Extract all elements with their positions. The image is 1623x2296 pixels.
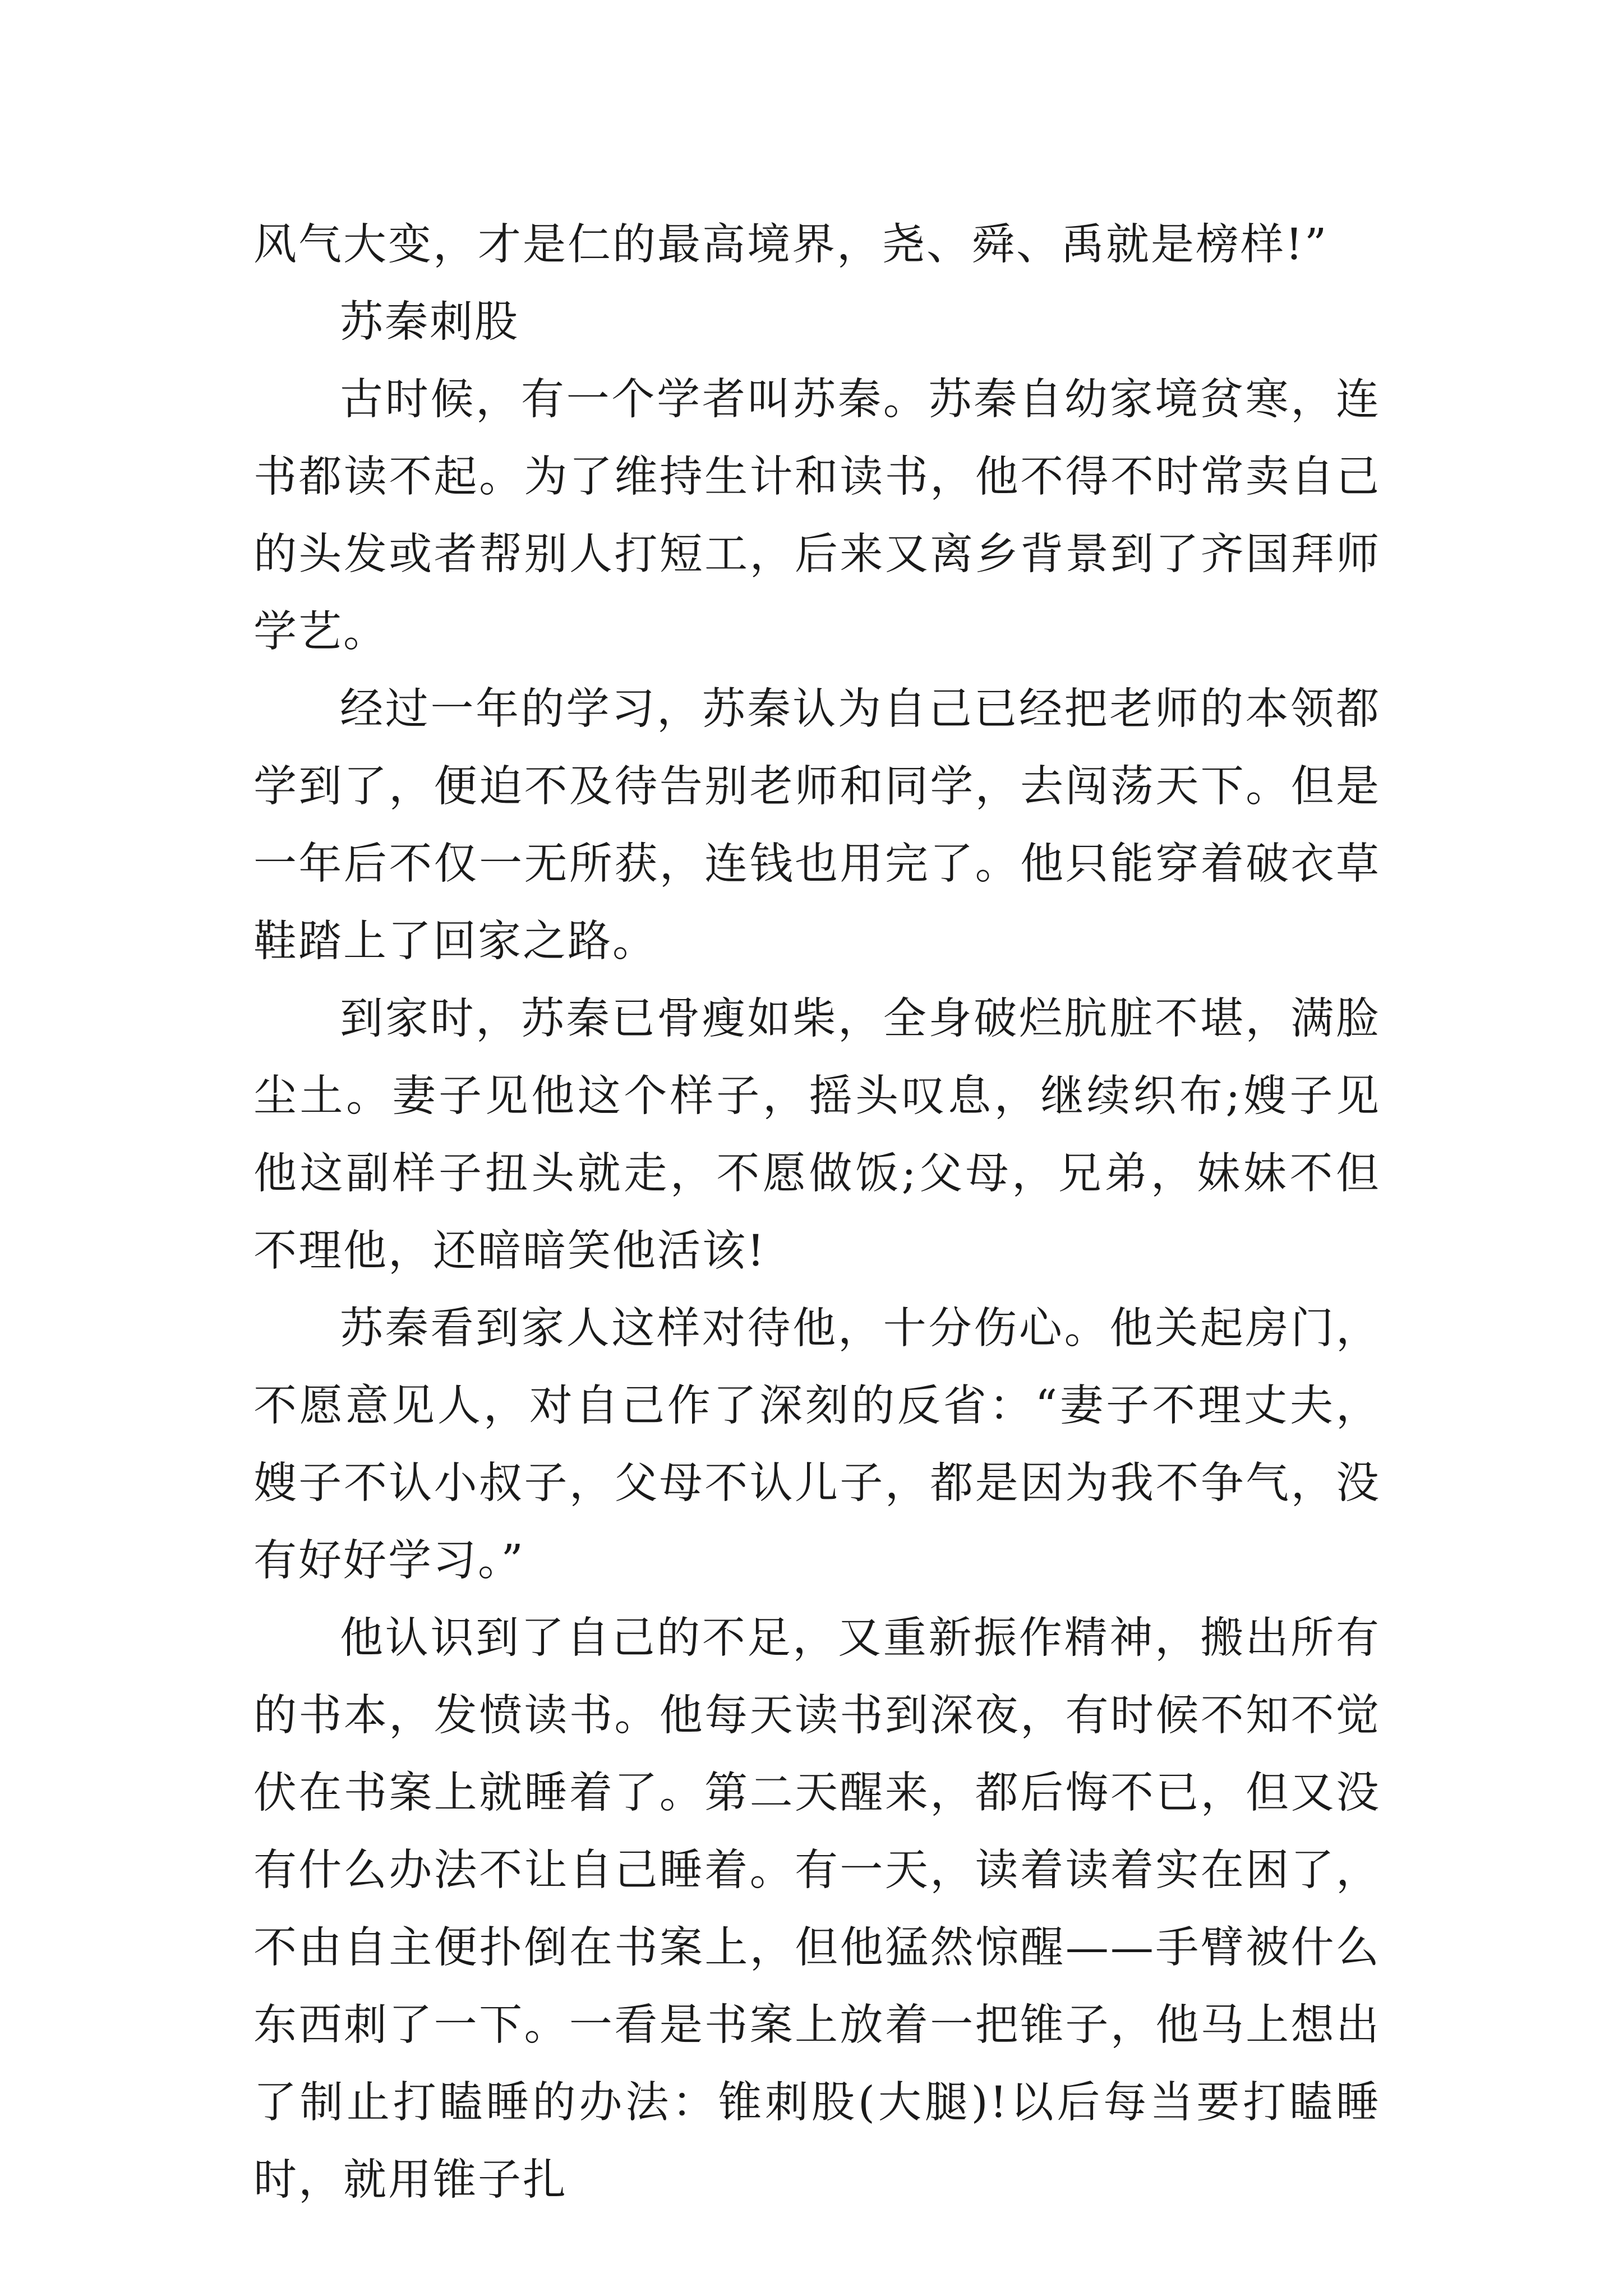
paragraph: 古时候，有一个学者叫苏秦。苏秦自幼家境贫寒，连书都读不起。为了维持生计和读书，他不得不时常卖自己的头发或者帮别人打短工，后来又离乡背景到了齐国拜师学艺。 — [253, 375, 1381, 657]
paragraph-continuation: 风气大变，才是仁的最高境界，尧、舜、禹就是榜样!” — [253, 220, 1329, 270]
document-body — [253, 206, 1381, 2219]
paragraph: 苏秦看到家人这样对待他，十分伤心。他关起房门，不愿意见人，对自己作了深刻的反省：“妻子不理丈夫，嫂子不认小叔子，父母不认儿子，都是因为我不争气，没有好好学习。” — [253, 1304, 1381, 1586]
paragraph: 他认识到了自己的不足，又重新振作精神，搬出所有的书本，发愤读书。他每天读书到深夜，有时候不知不觉伏在书案上就睡着了。第二天醒来，都后悔不已，但又没有什么办法不让自己睡着。有一天，读着读着实在困了，不由自主便扑倒在书案上，但他猛然惊醒——手臂被什么东西刺了一下。一看是书案上放着一把锥子，他马上想出了制止打瞌睡的办法：锥刺股(大腿)!以后每当要打瞌睡时，就用锥子扎 — [253, 1613, 1381, 2205]
paragraph: 到家时，苏秦已骨瘦如柴，全身破烂肮脏不堪，满脸尘土。妻子见他这个样子，摇头叹息，继续织布;嫂子见他这副样子扭头就走，不愿做饭;父母，兄弟，妹妹不但不理他，还暗暗笑他活该! — [253, 994, 1381, 1276]
paragraph: 经过一年的学习，苏秦认为自己已经把老师的本领都学到了，便迫不及待告别老师和同学，去闯荡天下。但是一年后不仅一无所获，连钱也用完了。他只能穿着破衣草鞋踏上了回家之路。 — [253, 684, 1381, 967]
section-heading: 苏秦刺股 — [340, 297, 519, 347]
